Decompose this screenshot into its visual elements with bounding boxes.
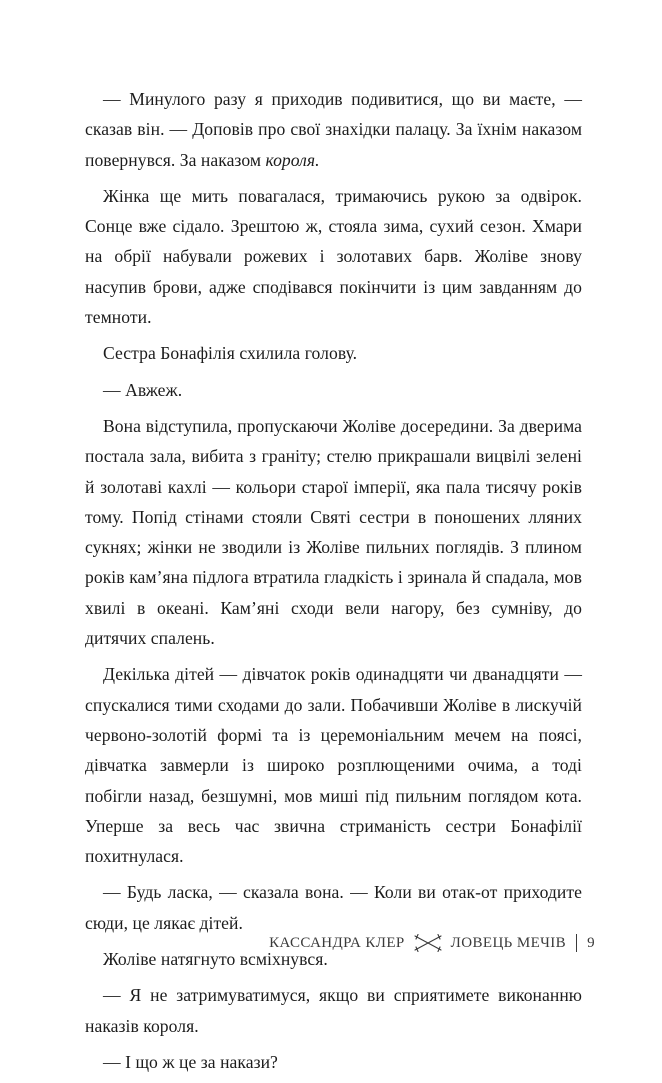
paragraph	[85, 411, 582, 653]
text-run: — Минулого разу я приходив подивитися, що ви маєте, — сказав він. — Доповів про свої знахідки палацу. За їхнім наказом повернувся. За наказом	[85, 89, 582, 170]
paragraph	[85, 877, 582, 938]
page-number: 9	[587, 934, 595, 951]
footer-book-title: ЛОВЕЦЬ МЕЧІВ	[450, 934, 567, 951]
footer-author: КАССАНДРА КЛЕР	[269, 934, 405, 951]
paragraph	[85, 659, 582, 871]
text-run: Жоліве натягнуто всміхнувся.	[103, 949, 328, 970]
text-run: Вона відступила, пропускаючи Жоліве досередини. За дверима постала зала, вибита з граніту; стелю прикрашали вицвілі зелені й золотаві кахлі — кольори старої імперії, яка пала тисячу років тому. Попід стінами стояли Святі сестри в поношених лляних сукнях; жінки не зводили із Жоліве пильних поглядів. З плином років кам’яна підлога втратила гладкість і зринала й спадала, мов хвилі в океані. Кам’яні сходи вели нагору, без сумніву, до дитячих спалень.	[85, 415, 582, 649]
text-run: — Авжеж.	[103, 379, 183, 400]
running-footer	[269, 934, 595, 952]
text-run: — Я не затримуватимуся, якщо ви сприятимете виконанню наказів короля.	[85, 985, 582, 1036]
text-run: — І що ж це за накази?	[103, 1051, 278, 1072]
paragraph	[85, 1047, 582, 1077]
paragraph	[85, 338, 582, 368]
paragraph	[85, 375, 582, 405]
text-run: — Будь ласка, — сказала вона. — Коли ви отак-от приходите сюди, це лякає дітей.	[85, 882, 582, 933]
paragraph	[85, 84, 582, 175]
italic-text-run: короля.	[265, 149, 320, 170]
paragraph	[85, 181, 582, 332]
text-run: Декілька дітей — дівчаток років одинадцяти чи дванадцяти — спускалися тими сходами до зали. Побачивши Жоліве в лискучій червоно-золотій формі та із церемоніальним мечем на поясі, дівчатка завмерли із широко розплющеними очима, а тоді побігли назад, безшумні, мов миші під пильним поглядом кота. Уперше за весь час звична стриманість сестри Бонафілії похитнулася.	[85, 664, 582, 867]
crossed-swords-icon	[413, 934, 443, 952]
text-run: Жінка ще мить повагалася, тримаючись рукою за одвірок. Сонце вже сідало. Зрештою ж, стояла зима, сухий сезон. Хмари на обрії набували рожевих і золотавих барв. Жоліве знову насупив брови, адже сподівався покінчити із цим завданням до темноти.	[85, 185, 582, 328]
text-run: Сестра Бонафілія схилила голову.	[103, 343, 358, 364]
footer-divider	[576, 934, 577, 952]
paragraph	[85, 980, 582, 1041]
